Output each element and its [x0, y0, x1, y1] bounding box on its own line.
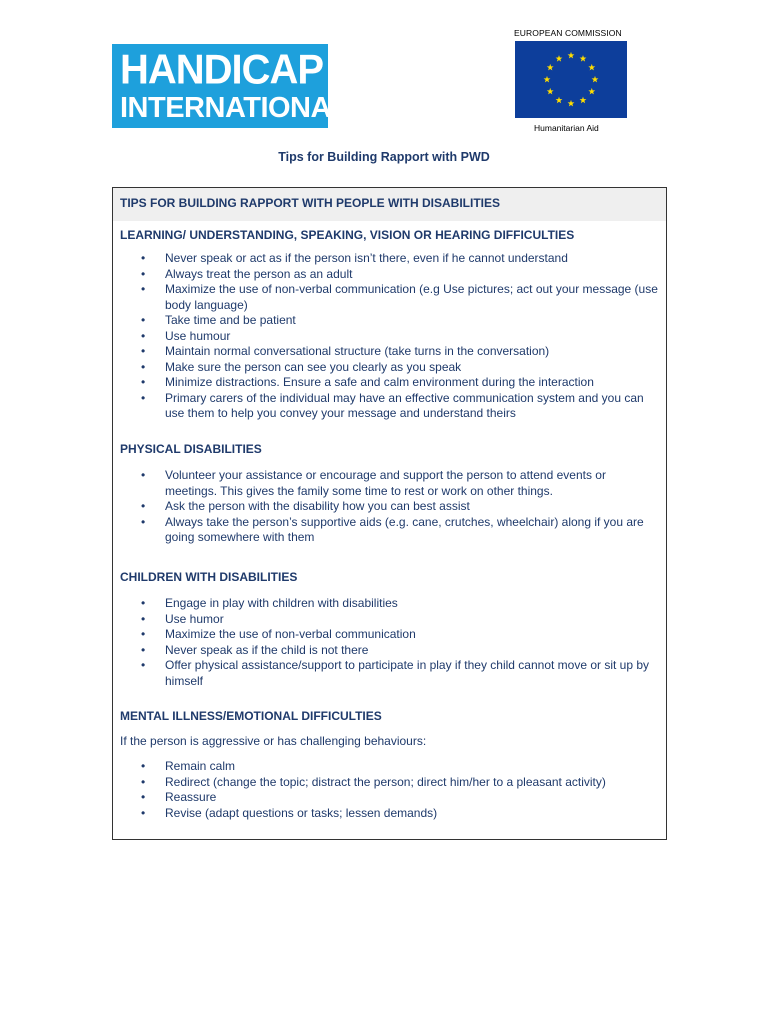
- logo-line-2: INTERNATIONAL: [120, 92, 349, 124]
- ec-title: EUROPEAN COMMISSION: [514, 28, 622, 38]
- ec-subtitle: Humanitarian Aid: [534, 123, 599, 133]
- section-list-children: [113, 596, 666, 689]
- list-item: • Remain calm: [141, 759, 236, 773]
- eu-star-icon: [568, 100, 575, 107]
- list-item: • Maximize the use of non-verbal communication (e.g Use pictures; act out your message (use body language): [141, 282, 658, 312]
- section-list-physical: [113, 468, 666, 546]
- section-title-physical: PHYSICAL DISABILITIES: [120, 442, 262, 456]
- list-item: • Take time and be patient: [141, 313, 296, 327]
- eu-star-icon: [556, 55, 563, 62]
- section-title-children: CHILDREN WITH DISABILITIES: [120, 570, 298, 584]
- list-item: • Always treat the person as an adult: [141, 266, 353, 281]
- list-item: • Never speak or act as if the person isn’t there, even if he cannot understand: [141, 251, 568, 265]
- list-item: • Maintain normal conversational structure (take turns in the conversation): [141, 344, 550, 358]
- section-intro-mental: If the person is aggressive or has challenging behaviours:: [120, 734, 427, 748]
- list-item: • Ask the person with the disability how you can best assist: [141, 499, 470, 513]
- list-item: • Reassure: [141, 790, 217, 804]
- logo-line-1: HANDICAP: [120, 46, 324, 94]
- eu-star-icon: [544, 76, 551, 83]
- list-item: • Always take the person’s supportive aids (e.g. cane, crutches, wheelchair) along if you are going somewhere with them: [141, 514, 644, 544]
- list-item: • Volunteer your assistance or encourage and support the person to attend events or meetings. This gives the family some time to rest or work on other things.: [141, 468, 606, 498]
- list-item: • Use humour: [141, 328, 231, 343]
- list-item: • Maximize the use of non-verbal communication: [141, 627, 416, 641]
- list-item: • Engage in play with children with disabilities: [141, 596, 398, 610]
- list-item: • Revise (adapt questions or tasks; lessen demands): [141, 805, 438, 820]
- eu-star-icon: [580, 97, 587, 104]
- eu-star-icon: [588, 64, 595, 71]
- list-item: • Offer physical assistance/support to participate in play if they child cannot move or sit up by himself: [141, 658, 650, 688]
- eu-star-icon: [547, 88, 554, 95]
- handicap-international-logo: [112, 44, 349, 128]
- eu-flag-icon: [515, 41, 627, 118]
- eu-star-icon: [556, 97, 563, 104]
- list-item: • Use humor: [141, 611, 224, 626]
- section-list-mental: [113, 759, 666, 821]
- panel-heading: TIPS FOR BUILDING RAPPORT WITH PEOPLE WITH DISABILITIES: [113, 188, 666, 221]
- section-list-learning: [113, 251, 666, 422]
- eu-star-icon: [568, 52, 575, 59]
- list-item: • Redirect (change the topic; distract the person; direct him/her to a pleasant activity): [141, 774, 606, 789]
- section-title-mental: MENTAL ILLNESS/EMOTIONAL DIFFICULTIES: [120, 709, 382, 723]
- section-title-learning: LEARNING/ UNDERSTANDING, SPEAKING, VISION OR HEARING DIFFICULTIES: [120, 228, 575, 242]
- list-item: • Minimize distractions. Ensure a safe and calm environment during the interaction: [141, 375, 594, 389]
- list-item: • Make sure the person can see you clearly as you speak: [141, 359, 462, 374]
- eu-star-icon: [588, 88, 595, 95]
- tips-panel: [112, 187, 667, 840]
- eu-star-icon: [580, 55, 587, 62]
- list-item: • Never speak as if the child is not there: [141, 642, 369, 657]
- page-title: Tips for Building Rapport with PWD: [278, 150, 490, 164]
- eu-star-icon: [547, 64, 554, 71]
- eu-star-icon: [592, 76, 599, 83]
- list-item: • Primary carers of the individual may have an effective communication system and you can use them to help you convey your message and understand theirs: [141, 390, 644, 420]
